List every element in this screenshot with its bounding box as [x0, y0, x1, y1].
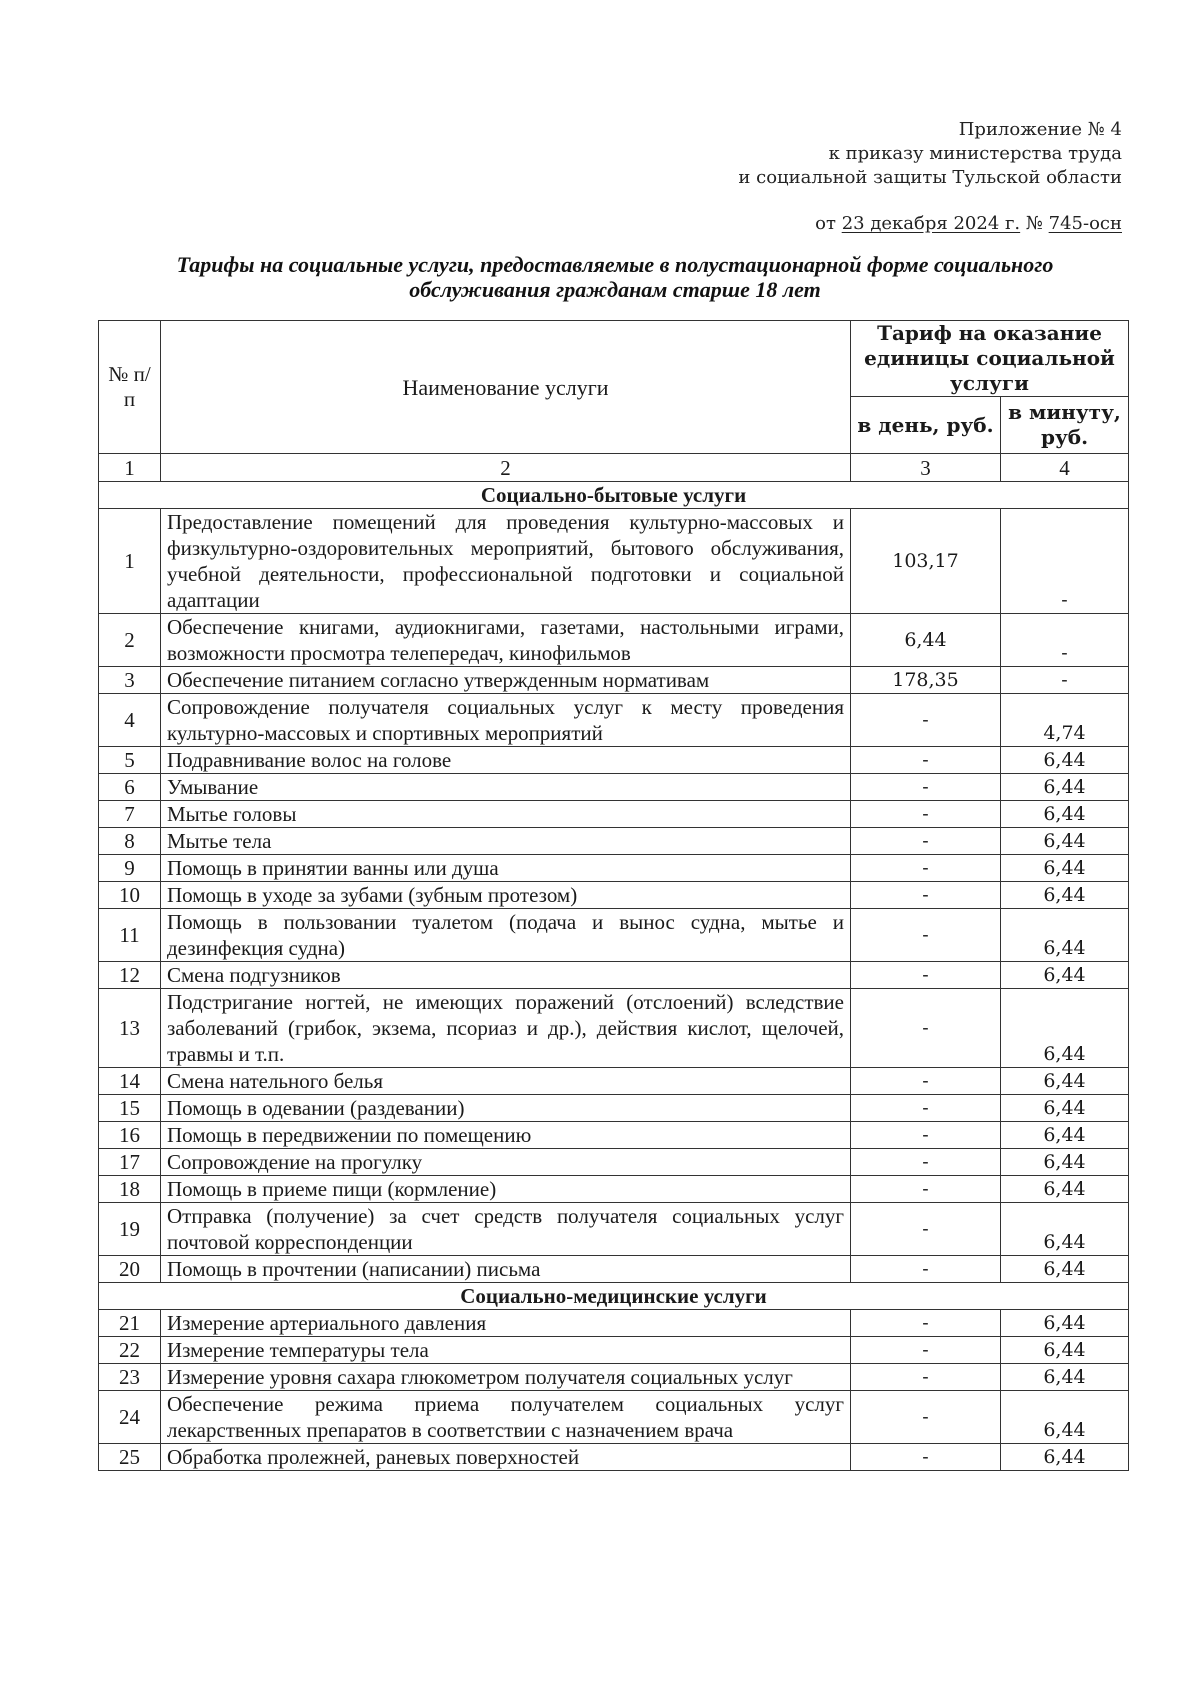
tariff-per-minute: 6,44: [1001, 989, 1129, 1068]
service-name: Смена нательного белья: [161, 1068, 851, 1095]
table-row: [99, 614, 1129, 667]
tariff-per-day: -: [851, 828, 1001, 855]
tariff-per-day: 103,17: [851, 509, 1001, 614]
service-name: Подравнивание волос на голове: [161, 747, 851, 774]
table-row: [99, 1256, 1129, 1283]
tariff-per-minute: 6,44: [1001, 1310, 1129, 1337]
tariff-per-day: -: [851, 1256, 1001, 1283]
section-title: Социально-медицинские услуги: [99, 1283, 1129, 1310]
tariff-per-day: -: [851, 962, 1001, 989]
service-name: Обработка пролежней, раневых поверхностей: [161, 1444, 851, 1471]
tariff-per-day: -: [851, 1149, 1001, 1176]
service-name: Помощь в приеме пищи (кормление): [161, 1176, 851, 1203]
row-number: 10: [99, 882, 161, 909]
tariff-per-day: 6,44: [851, 614, 1001, 667]
table-row: [99, 1203, 1129, 1256]
table-row: [99, 909, 1129, 962]
table-row: [99, 747, 1129, 774]
tariff-per-minute: -: [1001, 614, 1129, 667]
service-name: Отправка (получение) за счет средств получателя социальных услуг почтовой корреспонденции: [161, 1203, 851, 1256]
service-name: Смена подгузников: [161, 962, 851, 989]
appendix-date-line: [738, 212, 1122, 236]
table-body: [99, 482, 1129, 1471]
tariff-per-minute: 4,74: [1001, 694, 1129, 747]
column-number: 3: [851, 454, 1001, 482]
order-date: 23 декабря 2024 г.: [841, 213, 1021, 234]
service-name: Измерение уровня сахара глюкометром получателя социальных услуг: [161, 1364, 851, 1391]
tariff-per-day: -: [851, 801, 1001, 828]
tariff-per-day: -: [851, 1176, 1001, 1203]
table-row: [99, 694, 1129, 747]
tariff-per-minute: 6,44: [1001, 1391, 1129, 1444]
table-row: [99, 1095, 1129, 1122]
service-name: Помощь в прочтении (написании) письма: [161, 1256, 851, 1283]
date-prefix: от: [815, 213, 842, 234]
appendix-ministry-line: и социальной защиты Тульской области: [738, 167, 1122, 188]
tariff-per-day: -: [851, 1095, 1001, 1122]
tariff-per-minute: 6,44: [1001, 1095, 1129, 1122]
table-row: [99, 989, 1129, 1068]
table-row: [99, 828, 1129, 855]
table-row: [99, 774, 1129, 801]
table-row: [99, 962, 1129, 989]
tariff-per-day: 178,35: [851, 667, 1001, 694]
row-number: 14: [99, 1068, 161, 1095]
table-row: [99, 1444, 1129, 1471]
section-row: [99, 482, 1129, 509]
row-number: 23: [99, 1364, 161, 1391]
table-row: [99, 801, 1129, 828]
tariff-per-day: -: [851, 1068, 1001, 1095]
table-row: [99, 1391, 1129, 1444]
tariff-per-minute: 6,44: [1001, 1444, 1129, 1471]
row-number: 19: [99, 1203, 161, 1256]
column-numbers-row: [99, 454, 1129, 482]
service-name: Обеспечение питанием согласно утвержденным нормативам: [161, 667, 851, 694]
header-per-day: в день, руб.: [851, 397, 1001, 454]
column-number: 4: [1001, 454, 1129, 482]
tariff-per-minute: 6,44: [1001, 1176, 1129, 1203]
row-number: 4: [99, 694, 161, 747]
appendix-order-line: к приказу министерства труда: [828, 143, 1122, 164]
table-row: [99, 667, 1129, 694]
table-row: [99, 1149, 1129, 1176]
tariff-per-minute: 6,44: [1001, 962, 1129, 989]
service-name: Сопровождение на прогулку: [161, 1149, 851, 1176]
table-row: [99, 1364, 1129, 1391]
service-name: Предоставление помещений для проведения культурно-массовых и физкультурно-оздоровительных мероприятий, бытового обслуживания, учебной деятельности, профессиональной подготовки и социальной адаптации: [161, 509, 851, 614]
row-number: 6: [99, 774, 161, 801]
order-number: 745-осн: [1048, 213, 1122, 234]
column-number: 2: [161, 454, 851, 482]
row-number: 17: [99, 1149, 161, 1176]
document-title: [100, 252, 1130, 302]
tariff-per-minute: 6,44: [1001, 1364, 1129, 1391]
tariff-per-minute: 6,44: [1001, 909, 1129, 962]
title-line-1: Тарифы на социальные услуги, предоставляемые в полустационарной форме социального: [176, 252, 1054, 277]
tariff-per-minute: 6,44: [1001, 828, 1129, 855]
service-name: Помощь в одевании (раздевании): [161, 1095, 851, 1122]
tariff-per-minute: 6,44: [1001, 747, 1129, 774]
tariff-per-minute: 6,44: [1001, 774, 1129, 801]
tariff-per-minute: -: [1001, 667, 1129, 694]
table-row: [99, 1310, 1129, 1337]
service-name: Обеспечение книгами, аудиокнигами, газетами, настольными играми, возможности просмотра телепередач, кинофильмов: [161, 614, 851, 667]
tariff-per-day: -: [851, 1122, 1001, 1149]
tariff-per-minute: 6,44: [1001, 855, 1129, 882]
service-name: Измерение температуры тела: [161, 1337, 851, 1364]
service-name: Помощь в передвижении по помещению: [161, 1122, 851, 1149]
tariff-per-minute: 6,44: [1001, 1256, 1129, 1283]
row-number: 7: [99, 801, 161, 828]
row-number: 25: [99, 1444, 161, 1471]
row-number: 8: [99, 828, 161, 855]
tariff-per-day: -: [851, 747, 1001, 774]
tariff-per-day: -: [851, 774, 1001, 801]
table-row: [99, 1176, 1129, 1203]
tariff-per-day: -: [851, 1203, 1001, 1256]
header-num: № п/п: [99, 321, 161, 454]
tariff-per-minute: 6,44: [1001, 801, 1129, 828]
tariff-per-day: -: [851, 855, 1001, 882]
number-prefix: №: [1020, 213, 1049, 234]
row-number: 2: [99, 614, 161, 667]
service-name: Помощь в принятии ванны или душа: [161, 855, 851, 882]
tariff-per-day: -: [851, 882, 1001, 909]
tariff-per-minute: 6,44: [1001, 1068, 1129, 1095]
table-row: [99, 882, 1129, 909]
table-row: [99, 1068, 1129, 1095]
row-number: 13: [99, 989, 161, 1068]
row-number: 18: [99, 1176, 161, 1203]
row-number: 1: [99, 509, 161, 614]
row-number: 20: [99, 1256, 161, 1283]
section-row: [99, 1283, 1129, 1310]
row-number: 16: [99, 1122, 161, 1149]
tariff-per-minute: 6,44: [1001, 1122, 1129, 1149]
tariff-per-day: -: [851, 909, 1001, 962]
tariff-per-minute: 6,44: [1001, 1337, 1129, 1364]
tariffs-table: [98, 320, 1129, 1471]
tariff-per-day: -: [851, 1310, 1001, 1337]
row-number: 3: [99, 667, 161, 694]
service-name: Измерение артериального давления: [161, 1310, 851, 1337]
tariff-per-day: -: [851, 1444, 1001, 1471]
service-name: Мытье тела: [161, 828, 851, 855]
tariff-per-day: -: [851, 989, 1001, 1068]
row-number: 12: [99, 962, 161, 989]
service-name: Помощь в уходе за зубами (зубным протезом): [161, 882, 851, 909]
table-row: [99, 509, 1129, 614]
row-number: 5: [99, 747, 161, 774]
tariff-per-day: -: [851, 1391, 1001, 1444]
service-name: Мытье головы: [161, 801, 851, 828]
header-per-minute: в минуту, руб.: [1001, 397, 1129, 454]
title-line-2: обслуживания гражданам старше 18 лет: [409, 277, 821, 302]
table-row: [99, 855, 1129, 882]
tariff-per-day: -: [851, 1337, 1001, 1364]
row-number: 21: [99, 1310, 161, 1337]
service-name: Обеспечение режима приема получателем социальных услуг лекарственных препаратов в соответствии с назначением врача: [161, 1391, 851, 1444]
row-number: 15: [99, 1095, 161, 1122]
row-number: 11: [99, 909, 161, 962]
header-name: Наименование услуги: [161, 321, 851, 454]
column-number: 1: [99, 454, 161, 482]
tariff-per-day: -: [851, 694, 1001, 747]
table-row: [99, 1337, 1129, 1364]
tariff-per-minute: 6,44: [1001, 1149, 1129, 1176]
tariff-per-minute: -: [1001, 509, 1129, 614]
row-number: 9: [99, 855, 161, 882]
tariff-per-minute: 6,44: [1001, 882, 1129, 909]
appendix-header: [738, 118, 1122, 236]
header-tariff-group: Тариф на оказание единицы социальной услуги: [851, 321, 1129, 397]
service-name: Сопровождение получателя социальных услуг к месту проведения культурно-массовых и спортивных мероприятий: [161, 694, 851, 747]
service-name: Умывание: [161, 774, 851, 801]
tariff-per-day: -: [851, 1364, 1001, 1391]
section-title: Социально-бытовые услуги: [99, 482, 1129, 509]
appendix-number: Приложение № 4: [958, 119, 1122, 140]
row-number: 22: [99, 1337, 161, 1364]
tariff-per-minute: 6,44: [1001, 1203, 1129, 1256]
service-name: Подстригание ногтей, не имеющих поражений (отслоений) вследствие заболеваний (грибок, экзема, псориаз и др.), действия кислот, щелочей, травмы и т.п.: [161, 989, 851, 1068]
table-row: [99, 1122, 1129, 1149]
row-number: 24: [99, 1391, 161, 1444]
service-name: Помощь в пользовании туалетом (подача и вынос судна, мытье и дезинфекция судна): [161, 909, 851, 962]
